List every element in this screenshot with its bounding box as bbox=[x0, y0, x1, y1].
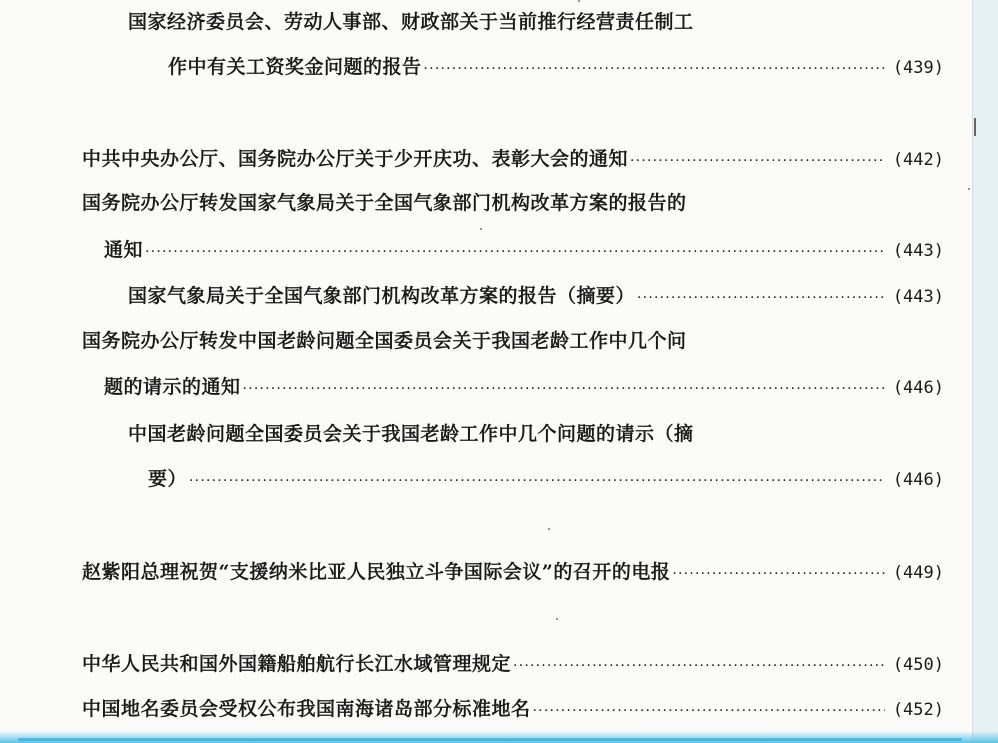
toc-page-number: (452) bbox=[892, 700, 944, 720]
scan-speck bbox=[556, 618, 558, 620]
toc-page-number: (439) bbox=[892, 58, 944, 78]
toc-page-number: (449) bbox=[892, 563, 944, 583]
toc-entry-title-line1: 国务院办公厅转发国家气象局关于全国气象部门机构改革方案的报告的 bbox=[82, 192, 687, 214]
toc-entry[interactable] bbox=[128, 282, 944, 310]
scan-speck bbox=[480, 228, 482, 230]
toc-entry-title-line2: 要） bbox=[148, 468, 188, 490]
dot-leader bbox=[189, 467, 885, 495]
toc-entry[interactable] bbox=[104, 236, 944, 264]
toc-entry[interactable] bbox=[82, 558, 944, 586]
dot-leader bbox=[243, 375, 885, 403]
dot-leader bbox=[424, 55, 885, 83]
toc-page-number: (443) bbox=[892, 287, 944, 307]
toc-entry-title: 中华人民共和国外国籍船舶航行长江水域管理规定 bbox=[82, 653, 512, 675]
dot-leader bbox=[145, 238, 885, 266]
dot-leader bbox=[637, 284, 885, 312]
dot-leader bbox=[533, 697, 885, 725]
toc-entry-title: 赵紫阳总理祝贺“支援纳米比亚人民独立斗争国际会议”的召开的电报 bbox=[82, 561, 671, 583]
toc-page-number: (443) bbox=[892, 241, 944, 261]
toc-entry-title: 国家气象局关于全国气象部门机构改革方案的报告（摘要） bbox=[128, 285, 636, 307]
toc-entry[interactable] bbox=[82, 145, 944, 173]
toc-entry-title: 中共中央办公厅、国务院办公厅关于少开庆功、表彰大会的通知 bbox=[82, 148, 629, 170]
scan-speck bbox=[548, 528, 550, 530]
dot-leader bbox=[672, 560, 884, 588]
scan-edge-mark bbox=[974, 118, 976, 136]
toc-entry-title-line1: 中国老龄问题全国委员会关于我国老龄工作中几个问题的请示（摘 bbox=[128, 423, 694, 445]
scan-speck bbox=[968, 188, 970, 190]
toc-entry[interactable] bbox=[82, 695, 944, 723]
toc-entry[interactable] bbox=[168, 53, 944, 81]
toc-page-number: (450) bbox=[892, 655, 944, 675]
dot-leader bbox=[513, 652, 885, 680]
toc-entry[interactable] bbox=[104, 373, 944, 401]
toc-page-number: (446) bbox=[892, 378, 944, 398]
scan-speck bbox=[578, 0, 580, 2]
dot-leader bbox=[630, 147, 885, 175]
toc-entry[interactable] bbox=[82, 650, 944, 678]
toc-entry-title-line2: 通知 bbox=[104, 239, 144, 261]
toc-page-number: (446) bbox=[892, 470, 944, 490]
toc-entry[interactable] bbox=[148, 465, 944, 493]
toc-entry-title-line2: 作中有关工资奖金问题的报告 bbox=[168, 56, 422, 78]
toc-entry-title-line1: 国家经济委员会、劳动人事部、财政部关于当前推行经营责任制工 bbox=[128, 11, 694, 33]
toc-entry-title-line1: 国务院办公厅转发中国老龄问题全国委员会关于我国老龄工作中几个问 bbox=[82, 330, 687, 352]
toc-page-number: (442) bbox=[892, 150, 944, 170]
toc-entry-title-line2: 题的请示的通知 bbox=[104, 376, 241, 398]
toc-entry-title: 中国地名委员会受权公布我国南海诸岛部分标准地名 bbox=[82, 698, 531, 720]
bottom-highlight-band bbox=[0, 731, 998, 743]
